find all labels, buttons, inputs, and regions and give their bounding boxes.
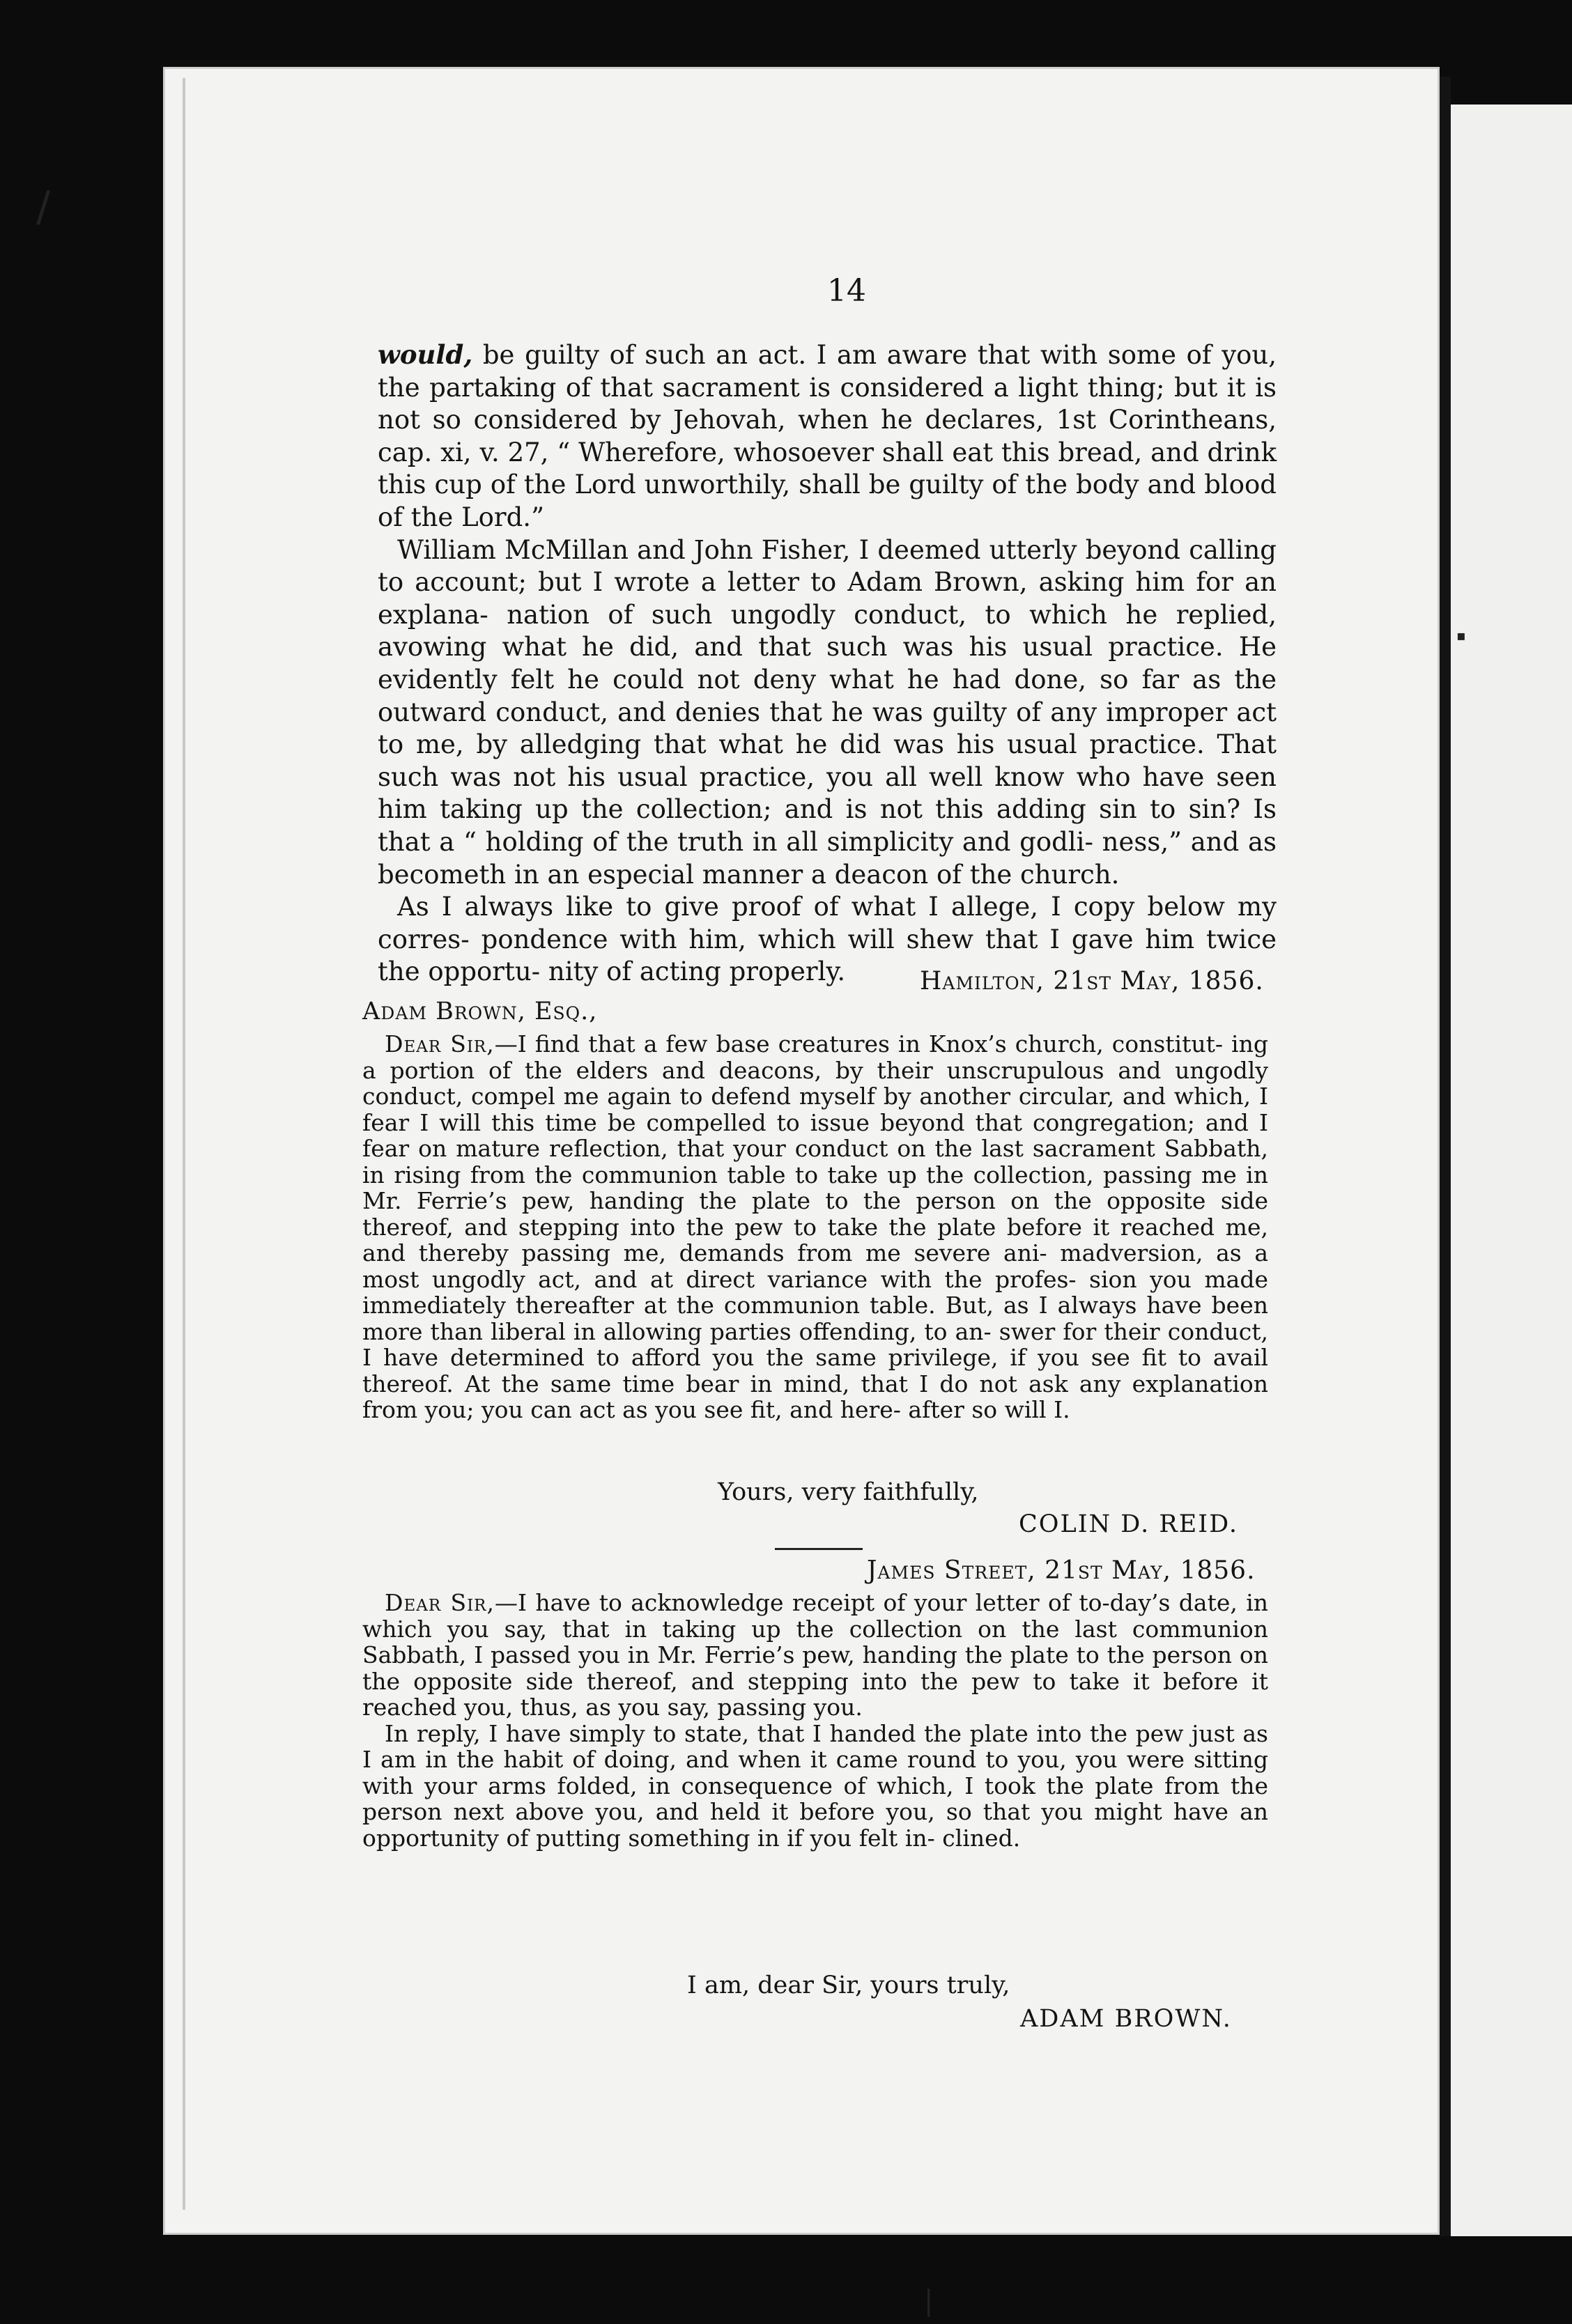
scan-speck: / — [36, 183, 51, 231]
letter-text: —I have to acknowledge receipt of your letter of to-day’s date, in which you say, that in taking up the collection on the last communion Sabbath, I passed you in Mr. Ferrie’s pew, handing the plate to the person on the opposite side thereof, and stepping into the pew to take it before it reached you, thus, as you say, passing you. — [362, 1589, 1269, 1721]
italic-lead: would, — [378, 339, 473, 370]
salutation: Dear Sir, — [385, 1589, 495, 1616]
letter-paragraph — [362, 1590, 1268, 1721]
page-edge — [183, 78, 185, 2210]
letter-addressee: Adam Brown, Esq., — [362, 998, 598, 1025]
letter-paragraph — [362, 1031, 1268, 1423]
paragraph: William McMillan and John Fisher, I deemed utterly beyond calling to account; but I wrote a letter to Adam Brown, asking him for an explana- nation of such ungodly conduct, to which he replied, avowing what he did, and that such was his usual practice. He evidently felt he could not deny what he had done, so far as the outward conduct, and denies that he was guilty of any improper act to me, by alledging that what he did was his usual practice. That such was not his usual practice, you all well know who have seen him taking up the collection; and is not this adding sin to sin? Is that a “ holding of the truth in all simplicity and godli- ness,” and as becometh in an especial manner a deacon of the church. — [378, 534, 1277, 890]
paragraph: As I always like to give proof of what I allege, I copy below my corres- pondence with him, which will shew that I gave him twice the opportu- nity of acting properly. — [378, 892, 1277, 987]
letter-text: —I find that a few base creatures in Knox’s church, constitut- ing a portion of the elders and deacons, by their unscrupulous and ungodly conduct, compel me again to defend myself by another circular, and which, I fear I will this time be compelled to issue beyond that congregation; and I fear on mature reflection, that your conduct on the last sacrament Sabbath, in rising from the communion table to take up the collection, passing me in Mr. Ferrie’s pew, handing the plate to the person on the opposite side thereof, and stepping into the pew to take the plate before it reached me, and thereby passing me, demands from me severe ani- madversion, as a most ungodly act, and at direct variance with the profes- sion you made immediately thereafter at the communion table. But, as I always have been more than liberal in allowing parties offending, to an- swer for their conduct, I have determined to afford you the same privilege, if you see fit to avail thereof. At the same time bear in mind, that I do not ask any explanation from you; you can act as you see fit, and here- after so will I. — [362, 1030, 1268, 1423]
letter-closing: Yours, very faithfully, — [718, 1478, 979, 1506]
scan-speck: | — [924, 2285, 934, 2317]
salutation: Dear Sir, — [385, 1030, 495, 1058]
letter-signature: ADAM BROWN. — [1020, 2005, 1232, 2033]
letter-body — [362, 1031, 1268, 1423]
letter-body — [362, 1590, 1268, 1851]
scan-speck: ▪ — [1456, 627, 1466, 644]
divider-rule — [775, 1548, 863, 1550]
body-text — [378, 339, 1277, 989]
paragraph — [378, 339, 1277, 534]
letter-dateline: James Street, 21st May, 1856. — [867, 1556, 1256, 1585]
letter-dateline: Hamilton, 21st May, 1856. — [920, 967, 1264, 996]
gutter — [1440, 77, 1451, 2236]
letter-signature: COLIN D. REID. — [1019, 1510, 1239, 1538]
page-number: 14 — [827, 273, 866, 309]
adjacent-page-edge — [1451, 104, 1572, 2236]
letter-paragraph: In reply, I have simply to state, that I handed the plate into the pew just as I am in the habit of doing, and when it came round to you, you were sitting with your arms folded, in consequence of which, I took the plate from the person next above you, and held it before you, so that you might have an opportunity of putting something in if you felt in- clined. — [362, 1719, 1268, 1852]
letter-closing: I am, dear Sir, yours truly, — [687, 1971, 1010, 1999]
paragraph-text: be guilty of such an act. I am aware that with some of you, the partaking of that sacrament is considered a light thing; but it is not so considered by Jehovah, when he declares, 1st Corintheans, cap. xi, v. 27, “ Wherefore, whosoever shall eat this bread, and drink this cup of the Lord unworthily, shall be guilty of the body and blood of the Lord.” — [378, 340, 1277, 532]
